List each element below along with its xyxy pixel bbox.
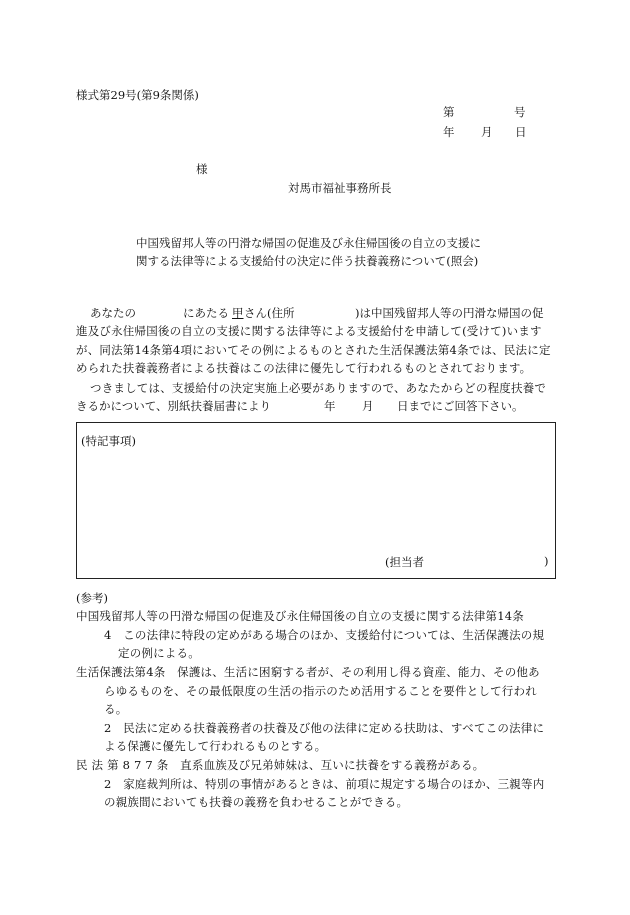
law2-line1: 生活保護法第4条 保護は、生活に困窮する者が、その利用し得る資産、能力、その他あ	[76, 665, 540, 679]
body-l2: 進及び永住帰国後の自立の支援に関する法律等による支援給付を申請して(受けて)います	[76, 324, 542, 338]
title-line-2: 関する法律等による支援給付の決定に伴う扶養義務について(照会)	[136, 254, 479, 268]
law1-p4-line1: 4 この法律に特段の定めがある場合のほか、支援給付については、生活保護法の規	[104, 628, 545, 642]
date-year: 年	[443, 125, 455, 139]
contact-person-open: (担当者	[385, 555, 424, 569]
law1-title: 中国残留邦人等の円滑な帰国の促進及び永住帰国後の自立の支援に関する法律第14条	[76, 609, 524, 623]
body-l6-year: 年	[324, 399, 336, 413]
law2-p2-line1: 2 民法に定める扶養義務者の扶養及び他の法律に定める扶助は、すべてこの法律に	[104, 721, 545, 735]
body-l6-rest: 日までにご回答下さい。	[397, 399, 524, 413]
law3-p2-line1: 2 家庭裁判所は、特別の事情があるときは、前項に規定する場合のほか、三親等内	[104, 777, 545, 791]
law3-p2-line2: の親族間においても扶養の義務を負わせることができる。	[104, 795, 409, 809]
special-notes-label: (特記事項)	[81, 434, 136, 448]
law2-p2-line2: よる保護に優先して行われるものとする。	[104, 739, 327, 753]
doc-number-dai: 第	[443, 105, 455, 119]
law3-line1: 民 法 第 8 7 7 条 直系血族及び兄弟姉妹は、互いに扶養をする義務がある。	[76, 758, 485, 772]
title-line-1: 中国残留邦人等の円滑な帰国の促進及び永住帰国後の自立の支援に	[136, 236, 481, 250]
body-l4: められた扶養義務者による扶養はこの法律に優先して行われるものとされております。	[76, 361, 532, 375]
body-l1-a: あなたの	[90, 306, 136, 320]
form-number: 様式第29号(第9条関係)	[76, 88, 199, 102]
addressee-suffix: 様	[196, 162, 208, 176]
sender: 対馬市福祉事務所長	[288, 181, 392, 195]
body-l1-e: )は中国残留邦人等の円滑な帰国の促	[355, 306, 544, 320]
date-month: 月	[481, 125, 493, 139]
law2-line3: る。	[104, 702, 128, 716]
date-day: 日	[515, 125, 527, 139]
doc-number-go: 号	[514, 105, 526, 119]
body-l6-a: きるかについて、別紙扶養届書により	[76, 399, 272, 413]
body-l1-b: にあたる	[183, 306, 229, 320]
body-l1-d: さん(住所	[244, 306, 295, 320]
body-l5: つきましては、支援給付の決定実施上必要がありますので、あなたからどの程度扶養で	[90, 381, 547, 395]
law2-line2: らゆるものを、その最低限度の生活の指示のため活用することを要件として行われ	[104, 684, 537, 698]
body-l1-kou: 甲	[232, 306, 244, 320]
reference-heading: (参考)	[76, 591, 108, 605]
contact-person-close: )	[544, 554, 549, 568]
body-l6-month: 月	[362, 399, 374, 413]
special-notes-box	[76, 422, 556, 579]
law1-p4-line2: 定の例による。	[118, 646, 200, 660]
body-l3: が、同法第14条第4項においてその例によるものとされた生活保護法第4条では、民法に定	[76, 343, 551, 357]
